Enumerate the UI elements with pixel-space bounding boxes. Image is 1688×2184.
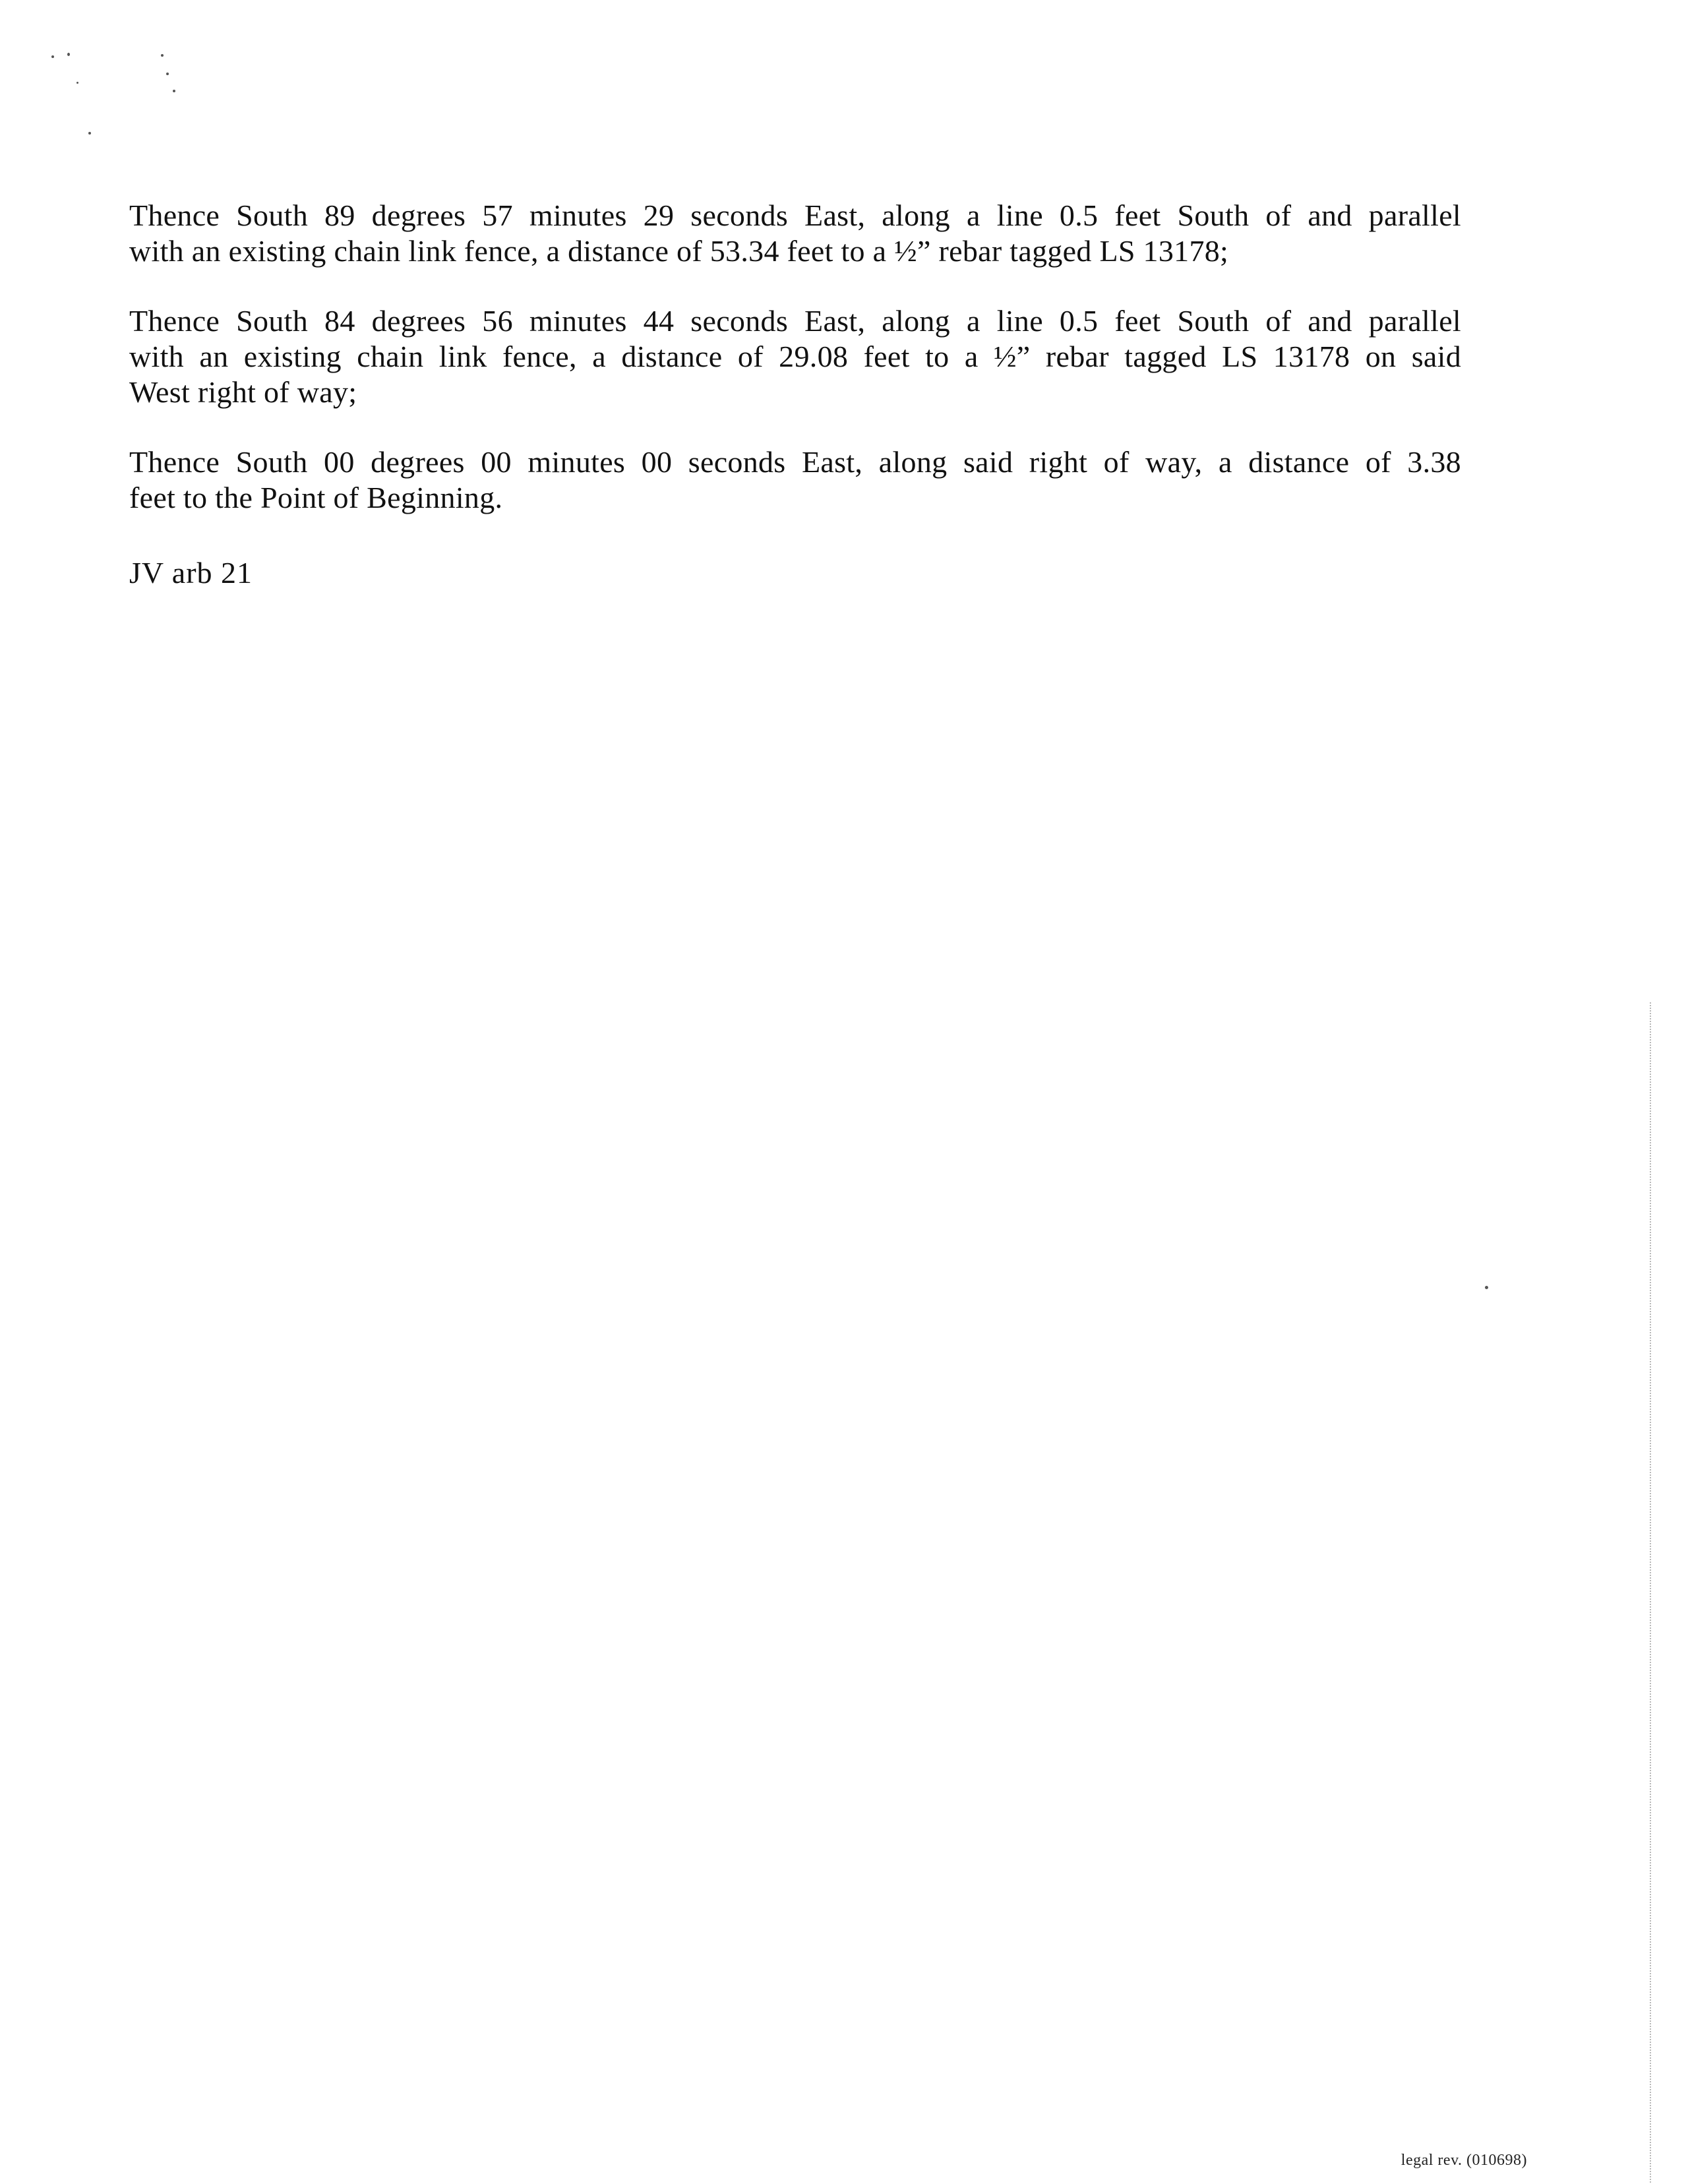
scan-speck [173,90,175,92]
paragraph-1-line-1: Thence South 89 degrees 57 minutes 29 seconds East, along a line 0.5 feet South of and parallel [129,198,1461,232]
paragraph-2 [129,303,1461,410]
footer-revision: legal rev. (010698) [1401,2152,1527,2169]
scan-speck [76,82,78,84]
scan-speck [67,53,70,56]
scan-speck [166,73,169,75]
scan-speck [1485,1286,1488,1289]
paragraph-1-line-2: with an existing chain link fence, a distance of 53.34 feet to a ½” rebar tagged LS 13178; [129,234,1229,268]
paragraph-3 [129,444,1461,516]
scan-speck [161,54,164,57]
paragraph-1 [129,198,1461,269]
paragraph-2-line-3: West right of way; [129,375,357,409]
scan-speck [51,55,54,58]
reference-code: JV arb 21 [129,556,253,590]
paragraph-3-line-1: Thence South 00 degrees 00 minutes 00 seconds East, along said right of way, a distance of 3.38 [129,445,1461,479]
paragraph-3-line-2: feet to the Point of Beginning. [129,481,503,514]
legal-description-body [129,198,1461,591]
scan-edge-line [1650,1002,1651,2183]
paragraph-2-line-2: with an existing chain link fence, a distance of 29.08 feet to a ½” rebar tagged LS 13178 on said [129,340,1461,373]
scan-speck [88,132,91,135]
paragraph-2-line-1: Thence South 84 degrees 56 minutes 44 seconds East, along a line 0.5 feet South of and parallel [129,304,1461,338]
